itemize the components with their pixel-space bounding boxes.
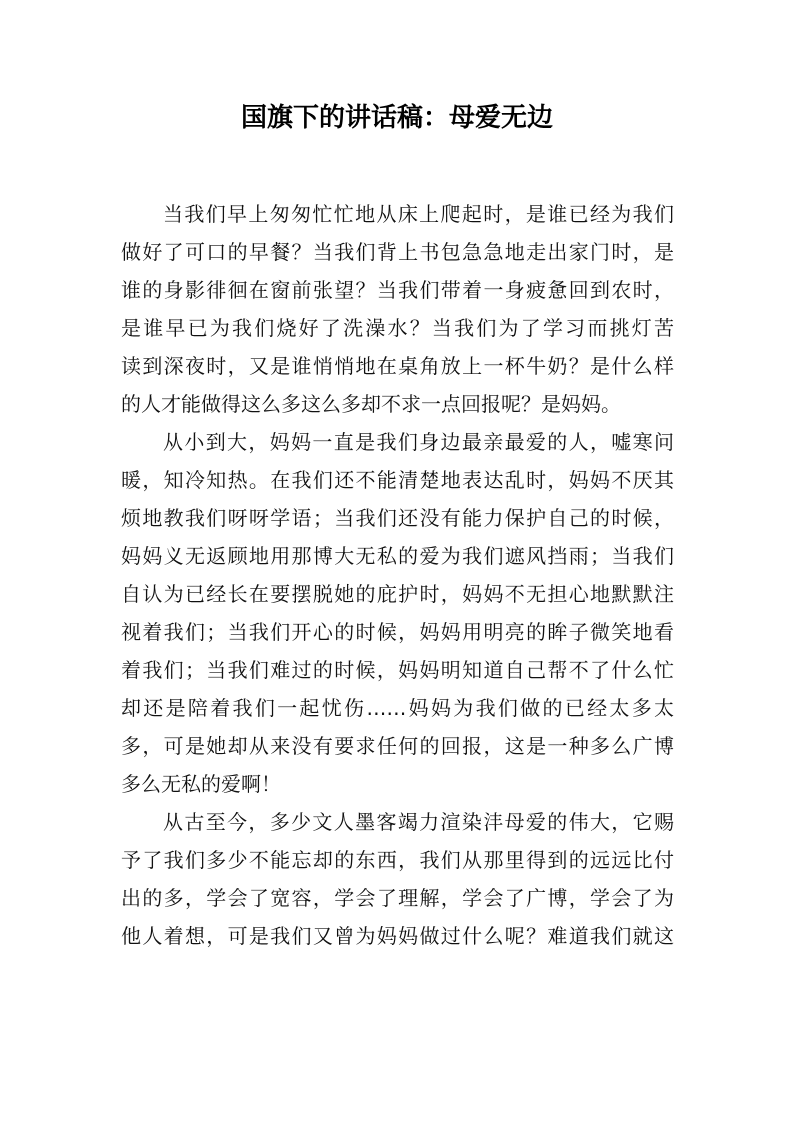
paragraph-line: 做好了可口的早餐？当我们背上书包急急地走出家门时，是 <box>121 240 674 264</box>
paragraph-line: 从古至今，多少文人墨客竭力渲染沣母爱的伟大，它赐 <box>163 810 674 834</box>
paragraph-line: 出的多，学会了宽容，学会了理解，学会了广博，学会了为 <box>121 886 674 910</box>
paragraph-line: 自认为已经长在要摆脱她的庇护时，妈妈不无担心地默默注 <box>121 582 674 606</box>
paragraph-line: 多么无私的爱啊！ <box>121 772 281 796</box>
paragraph-line: 是谁早已为我们烧好了洗澡水？当我们为了学习而挑灯苦 <box>121 316 674 340</box>
paragraph-line: 多，可是她却从来没有要求任何的回报，这是一种多么广博 <box>121 734 674 758</box>
paragraph-line: 却还是陪着我们一起忧伤……妈妈为我们做的已经太多太 <box>121 696 674 720</box>
paragraph-line: 暖，知冷知热。在我们还不能清楚地表达乱时，妈妈不厌其 <box>121 468 674 492</box>
paragraph-line: 予了我们多少不能忘却的东西，我们从那里得到的远远比付 <box>121 848 674 872</box>
body-text <box>121 195 674 955</box>
paragraph-line: 烦地教我们呀呀学语；当我们还没有能力保护自己的时候， <box>121 506 674 530</box>
page-title: 国旗下的讲话稿：母爱无边 <box>240 103 553 133</box>
paragraph-line: 妈妈义无返顾地用那博大无私的爱为我们遮风挡雨；当我们 <box>121 544 674 568</box>
paragraph-line: 读到深夜时，又是谁悄悄地在桌角放上一杯牛奶？是什么样 <box>121 354 674 378</box>
paragraph-line: 他人着想，可是我们又曾为妈妈做过什么呢？难道我们就这 <box>121 924 674 948</box>
paragraph-line: 从小到大，妈妈一直是我们身边最亲最爱的人，嘘寒问 <box>163 430 674 454</box>
paragraph-line: 着我们；当我们难过的时候，妈妈明知道自己帮不了什么忙 <box>121 658 674 682</box>
paragraph-line: 视着我们；当我们开心的时候，妈妈用明亮的眸子微笑地看 <box>121 620 674 644</box>
paragraph-line: 的人才能做得这么多这么多却不求一点回报呢？是妈妈。 <box>121 392 621 416</box>
paragraph-line: 当我们早上匆匆忙忙地从床上爬起时，是谁已经为我们 <box>163 202 674 226</box>
paragraph-line: 谁的身影徘徊在窗前张望？当我们带着一身疲惫回到农时， <box>121 278 674 302</box>
